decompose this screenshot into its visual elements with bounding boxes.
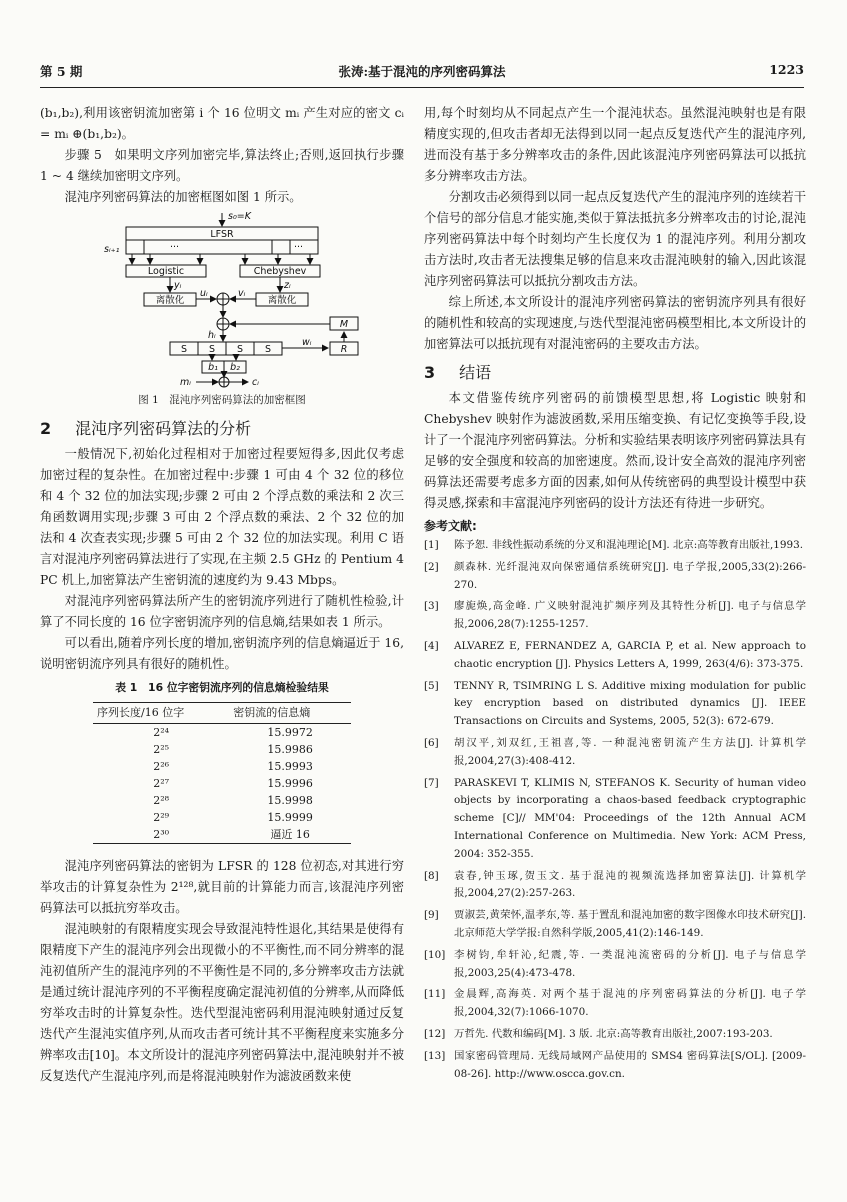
running-header — [40, 62, 804, 84]
mi-label: mᵢ — [180, 377, 191, 388]
table-cell: 2²⁹ — [153, 811, 170, 824]
table-caption: 表 1 16 位字密钥流序列的信息熵检验结果 — [115, 681, 329, 694]
table-cell: 15.9986 — [267, 743, 313, 756]
table-cell: 15.9996 — [267, 777, 313, 790]
issue-number: 第 5 期 — [40, 64, 83, 79]
table-cell: 15.9993 — [267, 760, 313, 773]
sbox-label: S — [264, 344, 272, 355]
reference-text: 廖旎焕,高金峰. 广义映射混沌扩频序列及其特性分析[J]. 电子与信息学报,2006,28(7):1255-1257. — [454, 600, 806, 631]
references-title: 参考文献: — [424, 519, 477, 533]
reference-text: 金晨辉,高海英. 对两个基于混沌的序列密码算法的分析[J]. 电子学报,2004,32(7):1066-1070. — [454, 988, 806, 1019]
reference-number: [10] — [424, 948, 446, 961]
ui-label: uᵢ — [200, 288, 208, 299]
table-row — [93, 758, 351, 775]
table-header: 序列长度/16 位字 — [93, 703, 229, 724]
table-cell: 2³⁰ — [93, 826, 229, 844]
header-rule — [40, 87, 804, 88]
reference-item — [424, 678, 806, 731]
entropy-table — [93, 702, 351, 844]
reference-number: [13] — [424, 1049, 446, 1062]
zi-label: zᵢ — [284, 280, 291, 291]
sbox-label: S — [180, 344, 188, 355]
dots: ··· — [170, 242, 180, 253]
reference-number: [2] — [424, 560, 439, 573]
ci-label: cᵢ — [252, 377, 259, 388]
wi-label: wᵢ — [302, 337, 312, 348]
paragraph: 分割攻击必须得到以同一起点反复迭代产生的混沌序列的连续若干个信号的部分信息才能实施,类似于算法抵抗多分辨率攻击的讨论,混沌序列密码算法中每个时刻均产生长度仅为 1 的混沌序列。利用分割攻击方法时,攻击者无法搜集足够的信息来攻击混沌映射的输入,因此该混沌序列密码算法可以抵抗分割攻击方法。 — [424, 190, 806, 288]
reference-text: 袁春,钟玉琢,贺玉文. 基于混沌的视频流选择加密算法[J]. 计算机学报,2004,27(2):257-263. — [454, 869, 806, 900]
paragraph: 综上所述,本文所设计的混沌序列密码算法的密钥流序列具有很好的随机性和较高的实现速度,与迭代型混沌密码模型相比,本文所设计的加密算法可以抵抗现有对混沌密码的主要攻击方法。 — [424, 295, 806, 351]
chebyshev-label: Chebyshev — [253, 266, 307, 277]
reference-item — [424, 907, 806, 943]
section-number: 3 — [424, 363, 436, 382]
section-number: 2 — [40, 419, 52, 438]
vi-label: vᵢ — [238, 288, 246, 299]
table-cell: 2²⁵ — [153, 743, 170, 756]
reference-number: [11] — [424, 988, 446, 1001]
left-column — [40, 103, 404, 1087]
reference-text: 陈予恕. 非线性振动系统的分叉和混沌理论[M]. 北京:高等教育出版社,1993. — [454, 539, 804, 551]
paragraph: 本文借鉴传统序列密码的前馈模型思想,将 Logistic 映射和 Chebyshev 映射作为滤波函数,采用压缩变换、有记忆变换等手段,设计了一个混沌序列密码算法。分析和实验结果表明该序列密码算法具有足够的安全强度和较高的加密速度。然而,设计安全高效的混沌序列密码算法还需要考虑多方面的因素,如何从传统密码的典型设计模型中获得灵感,探索和丰富混沌序列密码的设计方法还有待进一步研究。 — [424, 391, 806, 510]
reference-number: [3] — [424, 600, 439, 613]
page-number: 1223 — [769, 62, 804, 77]
section-heading — [40, 418, 404, 439]
table-cell: 15.9998 — [267, 794, 313, 807]
reference-text: TENNY R, TSIMRING L S. Additive mixing modulation for public key encryption based on distributed dynamics [J]. IEEE Transactions on Circuits and Systems, 2005, 52(3): 672-679. — [454, 679, 806, 728]
b2-label: b₂ — [230, 362, 240, 373]
hi-label: hᵢ — [208, 330, 216, 341]
reference-number: [7] — [424, 776, 439, 789]
paragraph: 一般情况下,初始化过程相对于加密过程要短得多,因此仅考虑加密过程的复杂性。在加密过程中:步骤 1 可由 4 个 32 位的移位和 4 个 32 位的加法实现;步骤 2 可由 2 个浮点数的乘法和 2 次三角函数调用实现;步骤 3 可由 2 个浮点数的乘法、2 个 32 位的加法和 4 次查表实现;步骤 5 可由 2 个 32 位的加法实现。利用 C 语言对混沌序列密码算法进行了实现,在主频 2.5 GHz 的 Pentium 4 PC 机上,加密算法产生密钥流的速度约为 9.43 Mbps。 — [40, 447, 404, 587]
reference-item — [424, 598, 806, 634]
lfsr-label: LFSR — [210, 229, 234, 240]
section-title: 结语 — [459, 363, 492, 382]
reference-text: 国家密码管理局. 无线局域网产品使用的 SMS4 密码算法[S/OL]. [2009-08-26]. http://www.oscca.gov.cn. — [454, 1049, 806, 1080]
dots: ··· — [294, 242, 304, 253]
sbox-label: S — [236, 344, 244, 355]
m-label: M — [339, 319, 349, 330]
section-title: 混沌序列密码算法的分析 — [75, 419, 252, 438]
reference-text: 胡汉平,刘双红,王祖喜,等. 一种混沌密钥流产生方法[J]. 计算机学报,2004,27(3):408-412. — [454, 736, 806, 767]
reference-text: PARASKEVI T, KLIMIS N, STEFANOS K. Security of human video objects by incorporating a chaos-based feedback cryptographic scheme [C]// MM'04: Proceedings of the 12th Annual ACM International Conference on Multimedia. New York: ACM Press, 2004: 352-355. — [454, 776, 806, 860]
table-row — [93, 809, 351, 826]
discretize-label: 离散化 — [267, 295, 297, 306]
table-cell: 2²⁶ — [153, 760, 170, 773]
paragraph: 可以看出,随着序列长度的增加,密钥流序列的信息熵逼近于 16,说明密钥流序列具有很好的随机性。 — [40, 636, 404, 671]
reference-item — [424, 1048, 806, 1084]
reference-item — [424, 775, 806, 864]
table-cell: 15.9999 — [267, 811, 313, 824]
reference-number: [12] — [424, 1027, 446, 1040]
reference-number: [6] — [424, 736, 439, 749]
reference-item — [424, 986, 806, 1022]
reference-item — [424, 638, 806, 674]
paragraph: 混沌序列密码算法的加密框图如图 1 所示。 — [64, 190, 302, 204]
encryption-block-diagram — [40, 208, 404, 388]
reference-item — [424, 735, 806, 771]
reference-item — [424, 559, 806, 595]
seed-label: s₀=K — [228, 211, 251, 222]
paragraph: 对混沌序列密码算法所产生的密钥流序列进行了随机性检验,计算了不同长度的 16 位字密钥流序列的信息熵,结果如表 1 所示。 — [40, 594, 404, 629]
reference-list — [424, 537, 806, 1083]
reference-item — [424, 537, 806, 555]
table-row — [93, 741, 351, 758]
table-row — [93, 775, 351, 792]
paragraph: (b₁,b₂),利用该密钥流加密第 i 个 16 位明文 mᵢ 产生对应的密文 cᵢ = mᵢ ⊕(b₁,b₂)。 — [40, 106, 404, 141]
b1-label: b₁ — [208, 362, 218, 373]
right-column — [424, 103, 806, 1087]
figure-caption: 图 1 混沌序列密码算法的加密框图 — [138, 394, 306, 406]
logistic-label: Logistic — [147, 266, 185, 277]
discretize-label: 离散化 — [155, 295, 185, 306]
si1-label: sᵢ₊₁ — [104, 244, 120, 255]
reference-number: [9] — [424, 909, 439, 922]
table-cell: 2²⁴ — [153, 726, 170, 739]
table-row — [93, 724, 351, 742]
reference-number: [8] — [424, 869, 439, 882]
reference-text: ALVAREZ E, FERNANDEZ A, GARCIA P, et al. New approach to chaotic encryption [J]. Physics Letters A, 1999, 263(4/6): 373-375. — [454, 639, 806, 670]
r-label: R — [340, 344, 348, 355]
table-row — [93, 826, 351, 844]
table-cell: 2²⁸ — [153, 794, 170, 807]
paragraph: 步骤 5 如果明文序列加密完毕,算法终止;否则,返回执行步骤 1 ~ 4 继续加密明文序列。 — [40, 148, 404, 183]
figure-1 — [40, 208, 404, 388]
reference-number: [5] — [424, 679, 439, 692]
table-row — [93, 792, 351, 809]
running-title: 张涛:基于混沌的序列密码算法 — [338, 64, 506, 79]
paragraph: 用,每个时刻均从不同起点产生一个混沌状态。虽然混沌映射也是有限精度实现的,但攻击者却无法得到以同一起点反复迭代产生的混沌序列,进而没有基于多分辨率攻击的条件,因此该混沌序列密码算法可以抵抗多分辨率攻击方法。 — [424, 106, 806, 183]
table-cell: 逼近 16 — [229, 826, 351, 844]
yi-label: yᵢ — [174, 280, 182, 291]
table-header: 密钥流的信息熵 — [229, 703, 351, 724]
paragraph: 混沌映射的有限精度实现会导致混沌特性退化,其结果是使得有限精度下产生的混沌序列会出现微小的不平衡性,而不同分辨率的混沌初值所产生的混沌序列的不平衡性是不同的,多分辨率攻击方法就是通过统计混沌序列的不平衡程度确定混沌初值的分辨率,从而降低穷举攻击时的计算复杂性。迭代型混沌密码利用混沌映射通过反复迭代产生混沌实值序列,从而攻击者可统计其不平衡程度来实施多分辨率攻击[10]。本文所设计的混沌序列密码算法中,混沌映射并不被反复迭代产生混沌序列,而是将混沌映射作为滤波函数来使 — [40, 922, 404, 1083]
reference-text: 颜森林. 光纤混沌双向保密通信系统研究[J]. 电子学报,2005,33(2):266-270. — [454, 560, 806, 591]
reference-item — [424, 947, 806, 983]
table-cell: 2²⁷ — [153, 777, 170, 790]
reference-item — [424, 868, 806, 904]
reference-number: [4] — [424, 639, 439, 652]
reference-number: [1] — [424, 539, 439, 551]
reference-item — [424, 1026, 806, 1044]
sbox-label: S — [208, 344, 216, 355]
reference-text: 贾淑芸,黄荣怀,温孝东,等. 基于置乱和混沌加密的数字图像水印技术研究[J]. 北京师范大学学报:自然科学版,2005,41(2):146-149. — [454, 909, 806, 939]
reference-text: 万哲先. 代数和编码[M]. 3 版. 北京:高等教育出版社,2007:193-203. — [454, 1027, 773, 1040]
table-cell: 15.9972 — [267, 726, 313, 739]
reference-text: 李树钧,牟轩沁,纪震,等. 一类混沌流密码的分析[J]. 电子与信息学报,2003,25(4):473-478. — [454, 948, 806, 979]
section-heading — [424, 362, 806, 383]
paragraph: 混沌序列密码算法的密钥为 LFSR 的 128 位初态,对其进行穷举攻击的计算复杂性为 2¹²⁸,就目前的计算能力而言,该混沌序列密码算法可以抵抗穷举攻击。 — [40, 859, 404, 915]
